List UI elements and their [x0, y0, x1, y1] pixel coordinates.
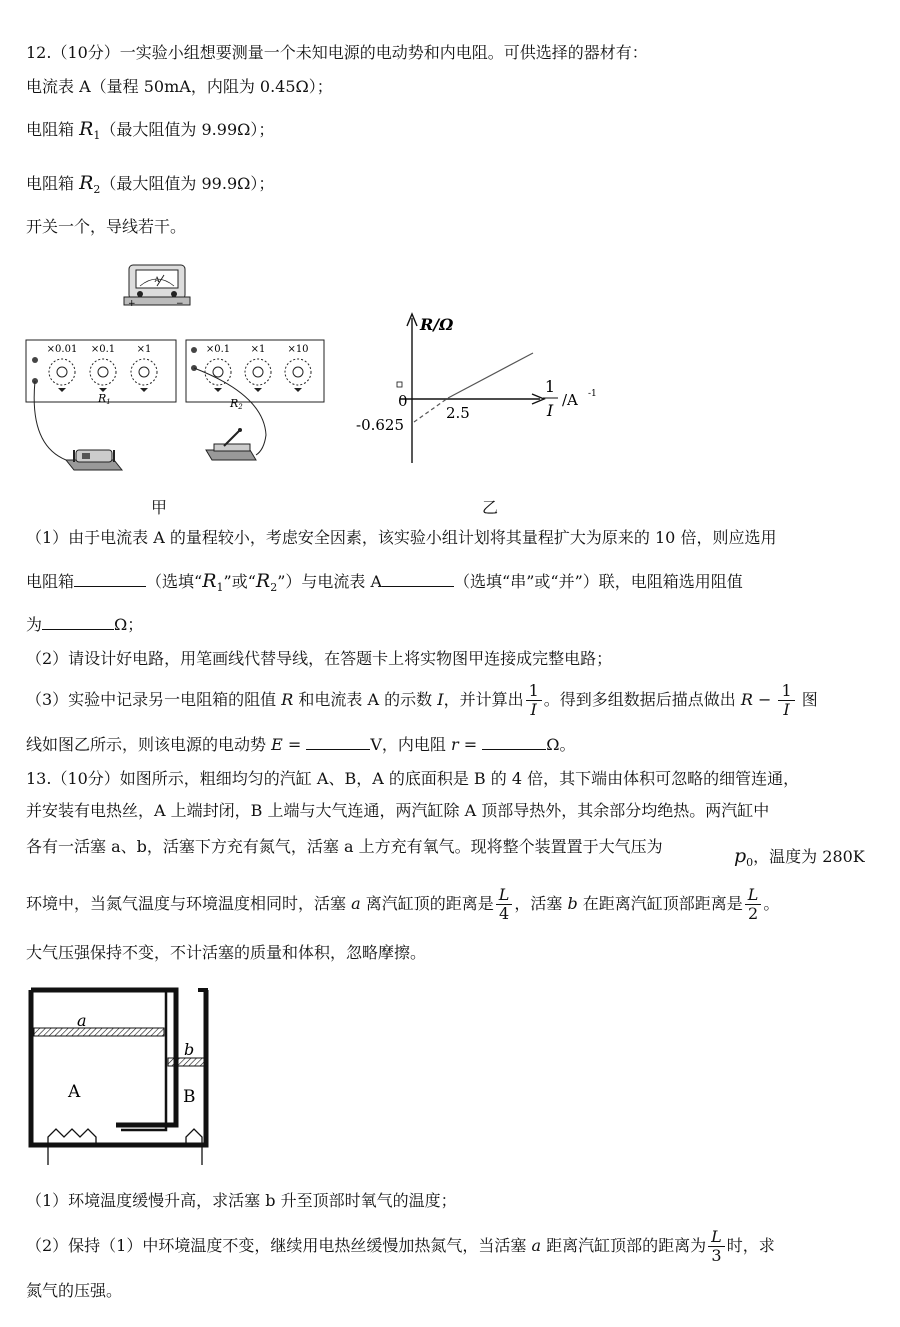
q13-line3-p0: $p_0$，温度为 280K [734, 845, 865, 869]
piston-b-label: b [184, 1040, 195, 1059]
cylinder-a-label: A [68, 1082, 81, 1102]
piston-a-label: a [77, 1011, 87, 1030]
q13-line5: 大气压强保持不变，不计活塞的质量和体积，忽略摩擦。 [26, 943, 427, 962]
svg-text:-1: -1 [588, 389, 597, 399]
r2-label: R2 [230, 397, 243, 411]
switch-device [206, 428, 256, 460]
svg-text:1: 1 [544, 377, 556, 396]
x-intercept-label: 2.5 [446, 404, 470, 422]
q12-item-r1: 电阻箱 $R_1$（最大阻值为 9.99Ω）； [26, 118, 275, 142]
q12-item-switch: 开关一个，导线若干。 [26, 217, 187, 236]
cylinder-b-label: B [183, 1087, 196, 1107]
svg-text:/A: /A [562, 391, 578, 409]
r1-dial-label-1: ×0.1 [90, 344, 116, 355]
y-intercept-label: -0.625 [356, 416, 405, 434]
y-axis-label: R/Ω [420, 315, 454, 334]
figure-caption-jia: 甲 [151, 498, 168, 517]
cylinder-figure [26, 985, 226, 1170]
resistance-box-r1 [26, 340, 176, 406]
q12-item-ammeter: 电流表 A（量程 50mA，内阻为 0.45Ω）； [26, 77, 333, 96]
r2-dial-label-0: ×0.1 [205, 344, 231, 355]
piston-a [34, 1028, 164, 1036]
q13-sub1: （1）环境温度缓慢升高，求活塞 b 升至顶部时氧气的温度； [26, 1191, 457, 1210]
svg-text:I: I [546, 401, 554, 420]
q13-line2: 并安装有电热丝，A 上端封闭，B 上端与大气连通，两汽缸除 A 顶部导热外，其余部分均绝热。两汽缸中 [26, 801, 770, 820]
q12-part1-line3: 为 Ω； [26, 615, 144, 634]
q12-part1-line2: 电阻箱 （选填“$R_1$”或“$R_2$”）与电流表 A （选填“串”或“并”）联，电阻箱选用阻值 [26, 570, 743, 594]
q13-line3: 各有一活塞 a、b，活塞下方充有氮气，活塞 a 上方充有氧气。现将整个装置置于大气压为 [26, 837, 663, 856]
ammeter-device [124, 265, 190, 309]
ammeter-label: A [154, 276, 160, 284]
svg-text:−: − [176, 299, 184, 309]
r1-label: R1 [98, 392, 111, 406]
x-axis-label [543, 377, 597, 420]
q12-head: 12.（10分）一实验小组想要测量一个未知电源的电动势和内电阻。可供选择的器材有： [26, 43, 648, 62]
q13-head: 13.（10分）如图所示，粗细均匀的汽缸 A、B，A 的底面积是 B 的 4 倍，其下端由体积可忽略的细管连通， [26, 769, 800, 788]
battery-device [66, 450, 122, 470]
q12-part2: （2）请设计好电路，用笔画线代替导线，在答题卡上将实物图甲连接成完整电路； [26, 649, 613, 668]
piston-b [168, 1058, 204, 1066]
q12-part1-line1: （1）由于电流表 A 的量程较小，考虑安全因素，该实验小组计划将其量程扩大为原来的 10 倍，则应选用 [26, 528, 777, 547]
resistance-box-r2 [186, 340, 324, 411]
r1-dial-label-2: ×1 [136, 344, 152, 355]
q13-sub2: （2）保持（1）中环境温度不变，继续用电热丝缓慢加热氮气，当活塞 a 距离汽缸顶部的距离为 $\frac{L}{3}$ 时，求 [26, 1227, 775, 1265]
extrapolated-line [414, 398, 448, 422]
r1-dial-label-0: ×0.01 [46, 344, 78, 355]
circuit-figure-jia [24, 250, 334, 490]
r2-dial-label-1: ×1 [250, 344, 266, 355]
r2-dial-label-2: ×10 [287, 344, 309, 355]
q13-sub3: 氮气的压强。 [26, 1281, 123, 1300]
q12-item-r2: 电阻箱 $R_2$（最大阻值为 99.9Ω）； [26, 172, 275, 196]
origin-label: 0 [398, 392, 408, 410]
graph-figure-yi [350, 308, 610, 473]
q13-line4: 环境中，当氮气温度与环境温度相同时，活塞 a 离汽缸顶的距离是 $\frac{L}{4}$ ，活塞 b 在距离汽缸顶部距离是 $\frac{L}{2}$ 。 [26, 885, 780, 923]
q12-part3-line2: 线如图乙所示，则该电源的电动势 E = V，内电阻 r = Ω。 [26, 735, 576, 754]
svg-text:+: + [128, 299, 136, 309]
data-line [448, 353, 533, 398]
figure-caption-yi: 乙 [482, 498, 499, 517]
q12-part3-line1: （3）实验中记录另一电阻箱的阻值 R 和电流表 A 的示数 I，并计算出 $\frac{1}{I}$ 。得到多组数据后描点做出 R − $\frac{1}{I}$ 图 [26, 681, 818, 719]
